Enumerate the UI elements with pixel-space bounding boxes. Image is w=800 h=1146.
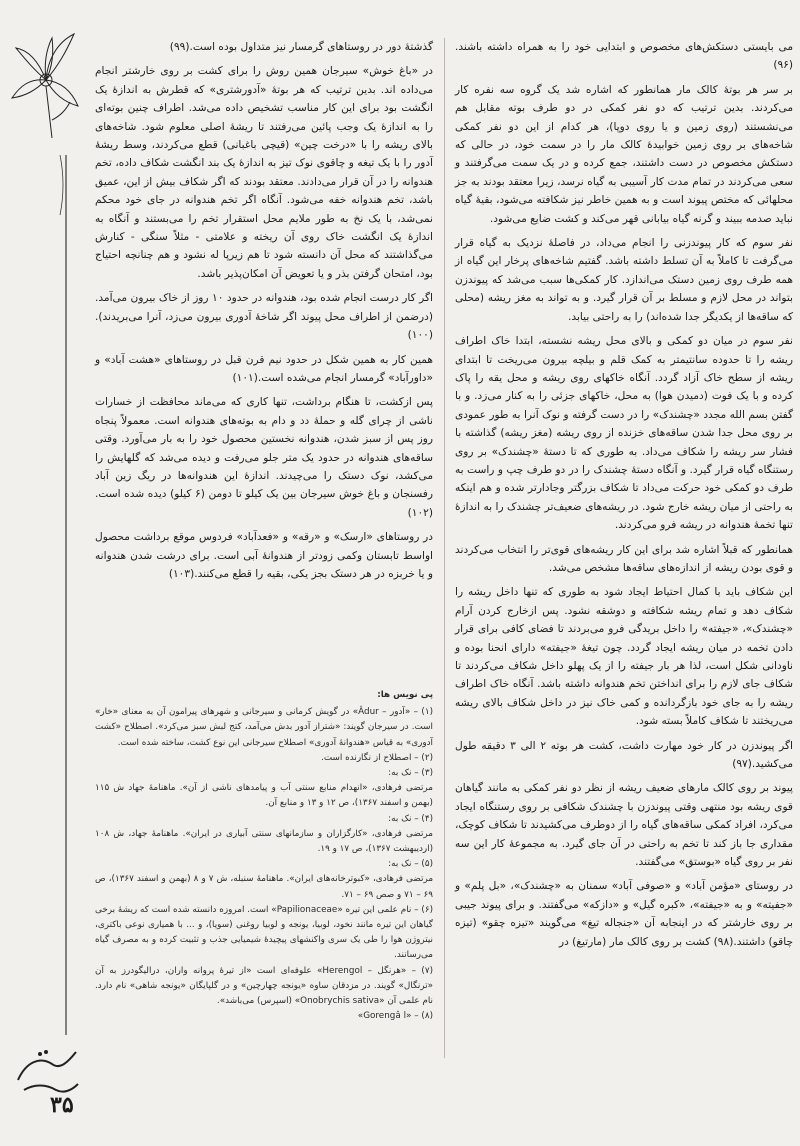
paragraph: پس ازکشت، تا هنگام برداشت، تنها کاری که می‌ماند محافظت از خسارات ناشی از چرای گله و حملهٔ دد و دام به بوته‌های هندوانه است. معمولاً پنجاه روز پس از سبز شدن، هندوانه نخستین محصول خود را به بار می‌آورد. وقتی ساقه‌های هندوانه در حدود یک متر جلو می‌رفت و دیده می‌شد که گلهایش را می‌کشد، نوک دستک را می‌چیدند. اندازهٔ این هندوانه‌ها در ریگ زین آباد رفسنجان و باغ خوش سیرجان بین یک کیلو تا دومن (۶ کیلو) دیده شده است.(۱۰۲): [95, 396, 433, 519]
footnote: (۵) – نک به:: [388, 859, 433, 870]
right-column: [455, 38, 793, 957]
paragraph: در روستای «مؤمن آباد» و «صوفی آباد» سمنان به «چشندک»، «بل پلم» و «جفیته» و به «جیفته»، «کبره گیل» و «دازکه» می‌گفتند. و برای پیوند جیبی بر روی خارشتر که در اینجابه آن «جنجاله تیغ» می‌گویند «تیزه چقو» (تیزه چاقو) داشتند.(۹۸) کشت بر روی کالک مار (مارتیغ) در: [455, 880, 793, 948]
paragraph: نفر سوم در میان دو کمکی و بالای محل ریشه نشسته، ابتدا خاک اطراف ریشه را تا حدوده سانتیمتر به کمک قلم و بیلچه بیرون می‌ریخت تا ابتدای ریشه از سطح خاک آزاد گردد. آنگاه خاکهای روی ریشه و محل یقه را پاک کرده و با یک فوت (دمیدن هوا) به محل، خاکهای جزئی را به کنار می‌زد. و با گفتن بسم الله مجدد «چشندک» را در دست گرفته و نوک آنرا به طور عمودی بر روی محل جدا شدن ساقه‌های خزنده از روی ریشه (مغز ریشه) گذاشته با فشار سر ریشه را شکاف می‌داد. به طوری که تا دستهٔ «چشندک» بر روی رستنگاه گیاه قرار گیرد. و آنگاه دستهٔ چشندک را در دو طرف چپ و راست به طرف دو کمکی خود حرکت می‌داد تا شکاف بزرگتر وجادارتر شده و هم اینکه به راحتی از میان ریشه خارج شود. در ریشه‌های ضعیف‌تر چشندک را به اندازهٔ تنها تخمهٔ هندوانه در ریشه فرو می‌کردند.: [455, 335, 793, 532]
paragraph: گذشتهٔ دور در روستاهای گرمسار نیز متداول بوده است.(۹۹): [169, 41, 433, 53]
footnotes: [95, 688, 433, 1024]
footnote: مرتضی فرهادی، «انهدام منابع سنتی آب و پیامدهای ناشی از آن». ماهنامهٔ جهاد ش ۱۱۵ (بهمن و اسفند ۱۳۶۷)، ص ۱۲ و ۱۳ و منابع آن.: [95, 783, 433, 809]
left-column: [95, 38, 433, 589]
paragraph: پیوند بر روی کالک مارهای ضعیف ریشه از نظر دو نفر کمکی به مانند گیاهان قوی ریشه بود منتهی وقتی پیوندزن با چشندک شکافی بر روی رستنگاه ایجاد می‌کرد، افراد کمکی ساقه‌های گیاه را از دوطرف می‌کشیدند تا شکاف کوچک، مقداری جا باز کند تا تخم به راحتی در آن جای گیرد. به مجموعهٔ کار این سه نفر بر روی گیاه «بوستق» می‌گفتند.: [455, 782, 793, 869]
kerman-logo: [10, 1040, 85, 1100]
footnote: (۷) – «هرنگل – Herengol» علوفه‌ای است «از تیرهٔ پروانه واران، درالیگودرز به آن «ترنگال» گویند. در مزدقان ساوه «یونجه چهارچین» و در گلپایگان «یونجه شاهی» نام دارد. نام علمی آن «Onobrychis sativa» (اسپرس) می‌باشد».: [95, 965, 433, 1007]
paragraph: می بایستی دستکش‌های مخصوص و ابتدایی خود را به همراه داشته باشند.(۹۶): [455, 41, 793, 72]
footnotes-title: پی نویس ها:: [377, 690, 433, 700]
footnote: (۱) – «آدور – Âdur» در گویش کرمانی و سیرجانی و شهرهای پیرامون آن به معنای «خار» است. در سیرجان گویند: «شتراز آدور بدش می‌آمد، کتج لبش سبز می‌کرد». اصطلاح «کشت آدوری» به قیاس «هندوانهٔ آدوری» اصطلاح سیرجانی این نوع کشت، ساخته شده است.: [95, 707, 433, 748]
paragraph: اگر پیوندزن در کار خود مهارت داشت، کشت هر بوته ۲ الی ۳ دقیقه طول می‌کشید.(۹۷): [455, 739, 793, 771]
page-number: ۳۵: [50, 1092, 74, 1118]
paragraph: این شکاف باید با کمال احتیاط ایجاد شود به طوری که تنها داخل ریشه را شکاف دهد و تمام ریشه شکافته و دوشقه نشود. پس ازخارج کردن آرام «چشندک»، «جیفته» را داخل بریدگی فرو می‌بردند تا فضای کافی برای قرار دادن تخمه در میان ریشه ایجاد گردد. چون تیغهٔ «جیفته» دارای انحنا بوده و ناودانی شکل است، لذا هر بار جیفته را از یک پهلو داخل شکاف می‌کردند تا شکاف جای لازم را برای انداختن تخم هندوانه داشته باشد. آنگاه خاک اطراف ریشه را به جای خود بازگردانده و کمی خاک نیز در داخل شکاف بالای ریشه می‌ریختند تا شکاف کاملاً بسته شود.: [455, 586, 793, 728]
footnote: مرتضی فرهادی، «کارگزاران و سازمانهای سنتی آبیاری در ایران». ماهنامهٔ جهاد، ش ۱۰۸ (اردیبهشت ۱۳۶۷)، ص ۱۷ و ۱۹.: [95, 828, 433, 855]
paragraph: نفر سوم که کار پیوندزنی را انجام می‌داد، در فاصلهٔ نزدیک به گیاه قرار می‌گرفت تا کاملاً به آن تسلط داشته باشد. گفتیم شاخه‌های پرخار این گیاه از همه طرف روی زمین دستک می‌اندازد. کار کمکی‌ها سبب می‌شد که پیوندزن بتواند در محل لازم و مسلط بر آن قرار گیرد. و به تواند به مغز ریشه (محلی که ساقه‌ها از یکدیگر جدا شده‌اند) را به راحتی بیابد.: [455, 237, 793, 323]
paragraph: اگر کار درست انجام شده بود، هندوانه در حدود ۱۰ روز از خاک بیرون می‌آمد. (درضمن از اطراف محل پیوند اگر شاخهٔ آدوری بیرون می‌زد، آنرا می‌بریدند).(۱۰۰): [95, 292, 433, 342]
column-divider: [444, 38, 445, 1058]
paragraph: در روستاهای «ارسک» و «رقه» و «فعدآباد» فردوس موقع برداشت محصول اواسط تابستان وکمی زودتر از هندوانهٔ آبی است. برای درشت شدن هندوانه و یا خربزه در هر دستک بجز یکی، بقیه را قطع می‌کنند.(۱۰۳): [95, 531, 433, 580]
footnote: (۴) – نک به:: [388, 813, 433, 824]
narcissus-flower-illustration: [8, 20, 83, 140]
footnote: (۶) – نام علمی این تیره «Papilionaceae» است. امروزه دانسته شده است که ریشهٔ برخی گیاهان این تیره مانند نخود، لوبیا، یونجه و لوبیا روغنی (سویا)، و ... با همیاری نوعی باکتری، نیتروژن هوا را طی یک سری واکنشهای پیچیدهٔ شیمیایی جذب و تثبیت کرده و به مصرف گیاه می‌رسانند.: [95, 904, 433, 961]
paragraph: بر سر هر بوتهٔ کالک مار همانطور که اشاره شد یک گروه سه نفره کار می‌کردند. بدین ترتیب که دو نفر کمکی در دو طرف بوته مقابل هم می‌نشستند (روی زمین و یا روی دوپا)، هر کدام از این دو نفر کمکی شاخه‌های بر روی زمین خوابیدهٔ کالک مار را در سمت خود، در حالی که دستکش مخصوص در دست داشتند، جمع کرده و در یک سمت می‌گرفتند و سعی می‌کردند در تمام مدت کار آسیبی به گیاه نرسد، زیرا معتقد بودند به جز محلهائی که مختص پیوند است و به همین خاطر نیز شکافته می‌شود، بقیهٔ گیاه نباید صدمه ببیند و گرنه گیاه بیابانی قهر می‌کند و کشت ضایع می‌شود.: [455, 83, 793, 225]
paragraph: همین کار به همین شکل در حدود نیم قرن قبل در روستاهای «هشت آباد» و «داورآباد» گرمسار انجام می‌شده است.(۱۰۱): [95, 353, 433, 384]
paragraph: همانطور که قبلاً اشاره شد برای این کار ریشه‌های قوی‌تر را انتخاب می‌کردند و قوی بودن ریشه از اندازه‌های ساقه‌ها مشخص می‌شد.: [455, 543, 793, 574]
vertical-ornament-line: [20, 155, 80, 1035]
footnote: مرتضی فرهادی، «کبوترخانه‌های ایران». ماهنامهٔ سنبله، ش ۷ و ۸ (بهمن و اسفند ۱۳۶۷)، ص ۶۹ – ۷۱ و صص ۶۹ – ۷۱.: [95, 874, 434, 900]
footnote: (۲) – اصطلاح از نگارنده است.: [321, 752, 433, 763]
paragraph: در «باغ خوش» سیرجان همین روش را برای کشت بر روی خارشتر انجام می‌داده اند. بدین ترتیب که هر بوتهٔ «آدورشتری» که قطرش به اندازهٔ یک انگشت بود برای این کار مناسب تشخیص داده می‌شد. اطراف چنین بوته‌ای را به اندازهٔ یک وجب پائین می‌رفتند تا ریشهٔ اصلی معلوم شود. شاخه‌های بالای ریشه را با «درخت چین» (قیچی باغبانی) قطع می‌کردند، وسط ریشهٔ آدور را با یک تیغه و چاقوی نوک تیز به اندازهٔ یک بند انگشت شکاف داده، تخم هندوانه را در آن قرار می‌دادند. معتقد بودند که اگر شکاف بیش از این، عمیق باشد، تخم هندوانه خفه می‌شود. آنگاه اگر تخم هندوانه در جای خود محکم نمی‌شد، با یک نخ به طور ملایم محل استقرار تخم را می‌بستند و آنگاه به اندازهٔ یک انگشت خاک روی آن ریخته و علامتی - مثلاً سنگی - کنارش می‌گذاشتند که محل آن دانسته شود تا هم زیرپا له نشود و هم چنانچه احتیاج بود، امتحان گرفتن بذر و یا تعویض آن امکان‌پذیر باشد.: [95, 65, 433, 280]
footnote: (۸) – «Gorengâ l»: [357, 1011, 433, 1022]
footnote: (۳) – نک به:: [388, 768, 433, 779]
